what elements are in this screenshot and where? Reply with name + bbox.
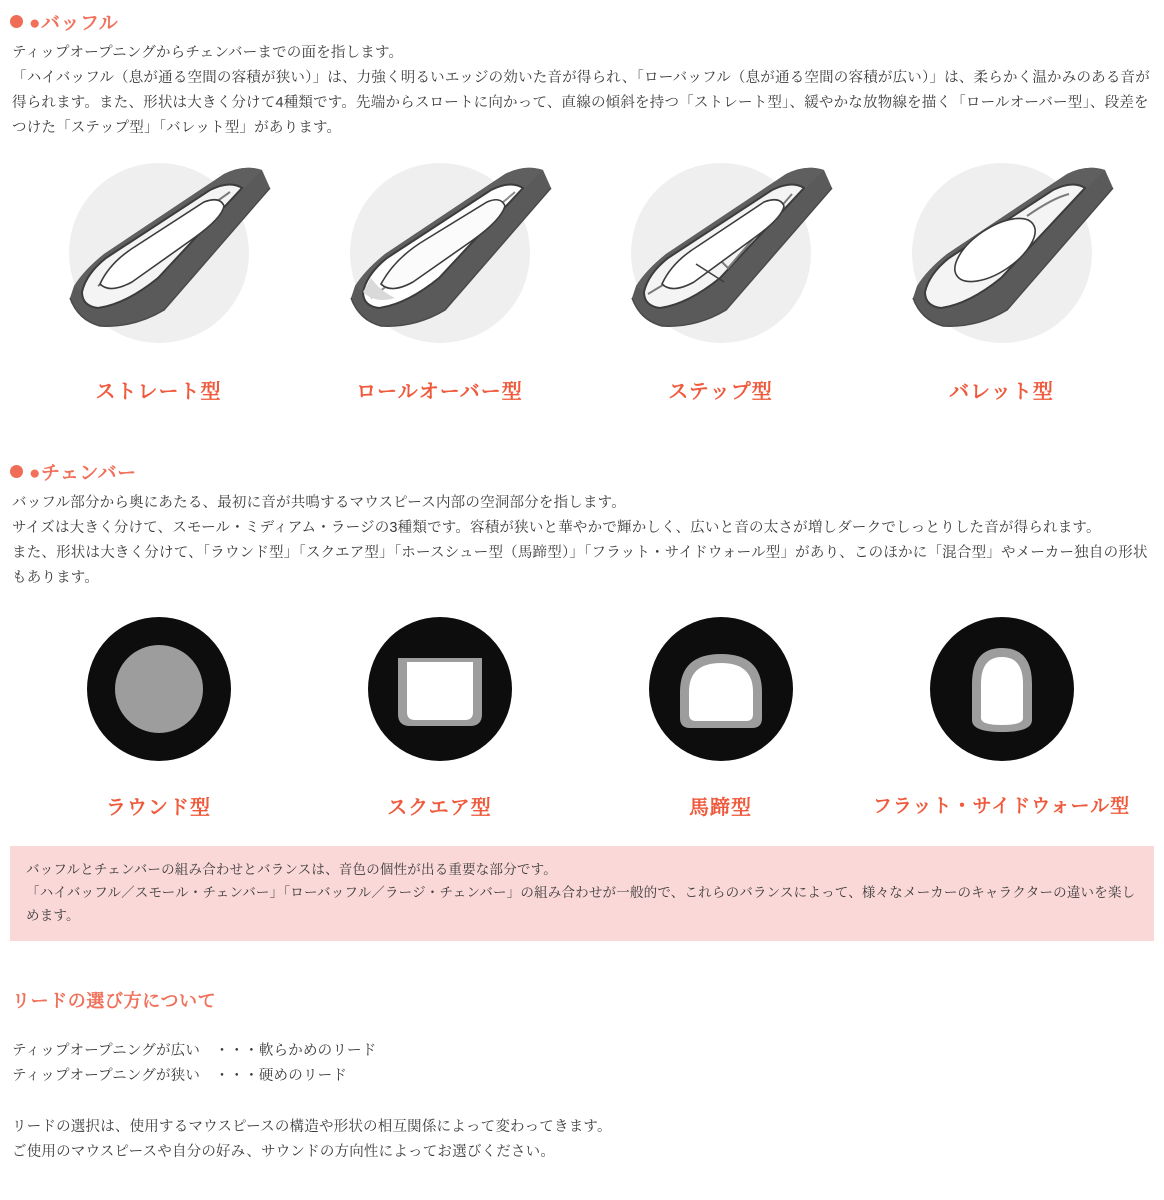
baffle-caption-step: ステップ型: [668, 380, 773, 403]
bullet-dot-icon: [10, 465, 23, 478]
chamber-caption-horseshoe: 馬蹄型: [689, 796, 752, 819]
chamber-caption-round: ラウンド型: [106, 796, 211, 819]
section-heading-baffle-label: ●バッフル: [29, 13, 119, 34]
baffle-figure-bullet: [861, 153, 1142, 404]
baffle-paragraph-2: 「ハイバッフル（息が通る空間の容積が狭い）」は、力強く明るいエッジの効いた音が得られ、「ローバッフル（息が通る空間の容積が広い）」は、柔らかく温かみのある音が得られます。また、形状は大きく分けて4種類です。先端からスロートに向かって、直線の傾斜を持つ「ストレート型」、緩やかな放物線を描く「ロールオーバー型」、段差をつけた「ステップ型」「バレット型」があります。: [12, 69, 1150, 136]
baffle-rollover-icon: [299, 153, 580, 363]
baffle-caption-bullet: バレット型: [949, 380, 1054, 403]
baffle-step-icon: [580, 153, 861, 363]
chamber-figure-round: [18, 609, 299, 820]
baffle-straight-icon: [18, 153, 299, 363]
reed-closing-1: リードの選択は、使用するマウスピースの構造や形状の相互関係によって変わってきます。: [12, 1119, 612, 1136]
chamber-paragraph-2: サイズは大きく分けて、スモール・ミディアム・ラージの3種類です。容積が狭いと華やかで輝かしく、広いと音の太さが増しダークでしっとりした音が得られます。: [12, 519, 1101, 536]
baffle-figure-straight: [18, 153, 299, 404]
note-line-2: 「ハイバッフル／スモール・チェンバー」「ローバッフル／ラージ・チェンバー」の組み合わせが一般的で、これらのバランスによって、様々なメーカーのキャラクターの違いを楽しめます。: [26, 884, 1136, 923]
chamber-figure-flat-sidewall: [861, 609, 1142, 818]
chamber-caption-flat-sidewall: フラット・サイドウォール型: [872, 795, 1131, 817]
baffle-figure-rollover: [299, 153, 580, 404]
baffle-figure-row: [0, 141, 1164, 404]
reed-closing-2: ご使用のマウスピースや自分の好み、サウンドの方向性によってお選びください。: [12, 1143, 556, 1160]
chamber-horseshoe-icon: [580, 609, 861, 769]
section-heading-chamber: [0, 450, 1164, 491]
chamber-figure-horseshoe: [580, 609, 861, 820]
chamber-round-icon: [18, 609, 299, 769]
chamber-caption-square: スクエア型: [387, 796, 492, 819]
baffle-caption-rollover: ロールオーバー型: [356, 380, 523, 403]
reed-line-1: ティップオープニングが広い ・・・軟らかめのリード: [12, 1043, 377, 1060]
baffle-bullet-icon: [861, 153, 1142, 363]
section-heading-baffle: [0, 0, 1164, 41]
chamber-paragraph-1: バッフル部分から奥にあたる、最初に音が共鳴するマウスピース内部の空洞部分を指します。: [12, 494, 626, 511]
chamber-square-icon: [299, 609, 580, 769]
chamber-paragraph-3: また、形状は大きく分けて、「ラウンド型」「スクエア型」「ホースシュー型（馬蹄型）」「フラット・サイドウォール型」があり、このほかに「混合型」やメーカー独自の形状もあります。: [12, 544, 1148, 586]
baffle-paragraph-1: ティップオープニングからチェンバーまでの面を指します。: [12, 45, 404, 61]
baffle-figure-step: [580, 153, 861, 404]
baffle-caption-straight: ストレート型: [95, 380, 222, 403]
note-line-1: バッフルとチェンバーの組み合わせとバランスは、音色の個性が出る重要な部分です。: [26, 861, 557, 877]
chamber-figure-row: [0, 591, 1164, 820]
section-heading-chamber-label: ●チェンバー: [29, 462, 137, 484]
chamber-figure-square: [299, 609, 580, 820]
section-heading-reed: リードの選び方について: [12, 991, 217, 1012]
chamber-flat-sidewall-icon: [861, 609, 1142, 769]
reed-line-2: ティップオープニングが狭い ・・・硬めのリード: [12, 1068, 348, 1085]
bullet-dot-icon: [10, 15, 23, 28]
note-box: [10, 846, 1154, 942]
